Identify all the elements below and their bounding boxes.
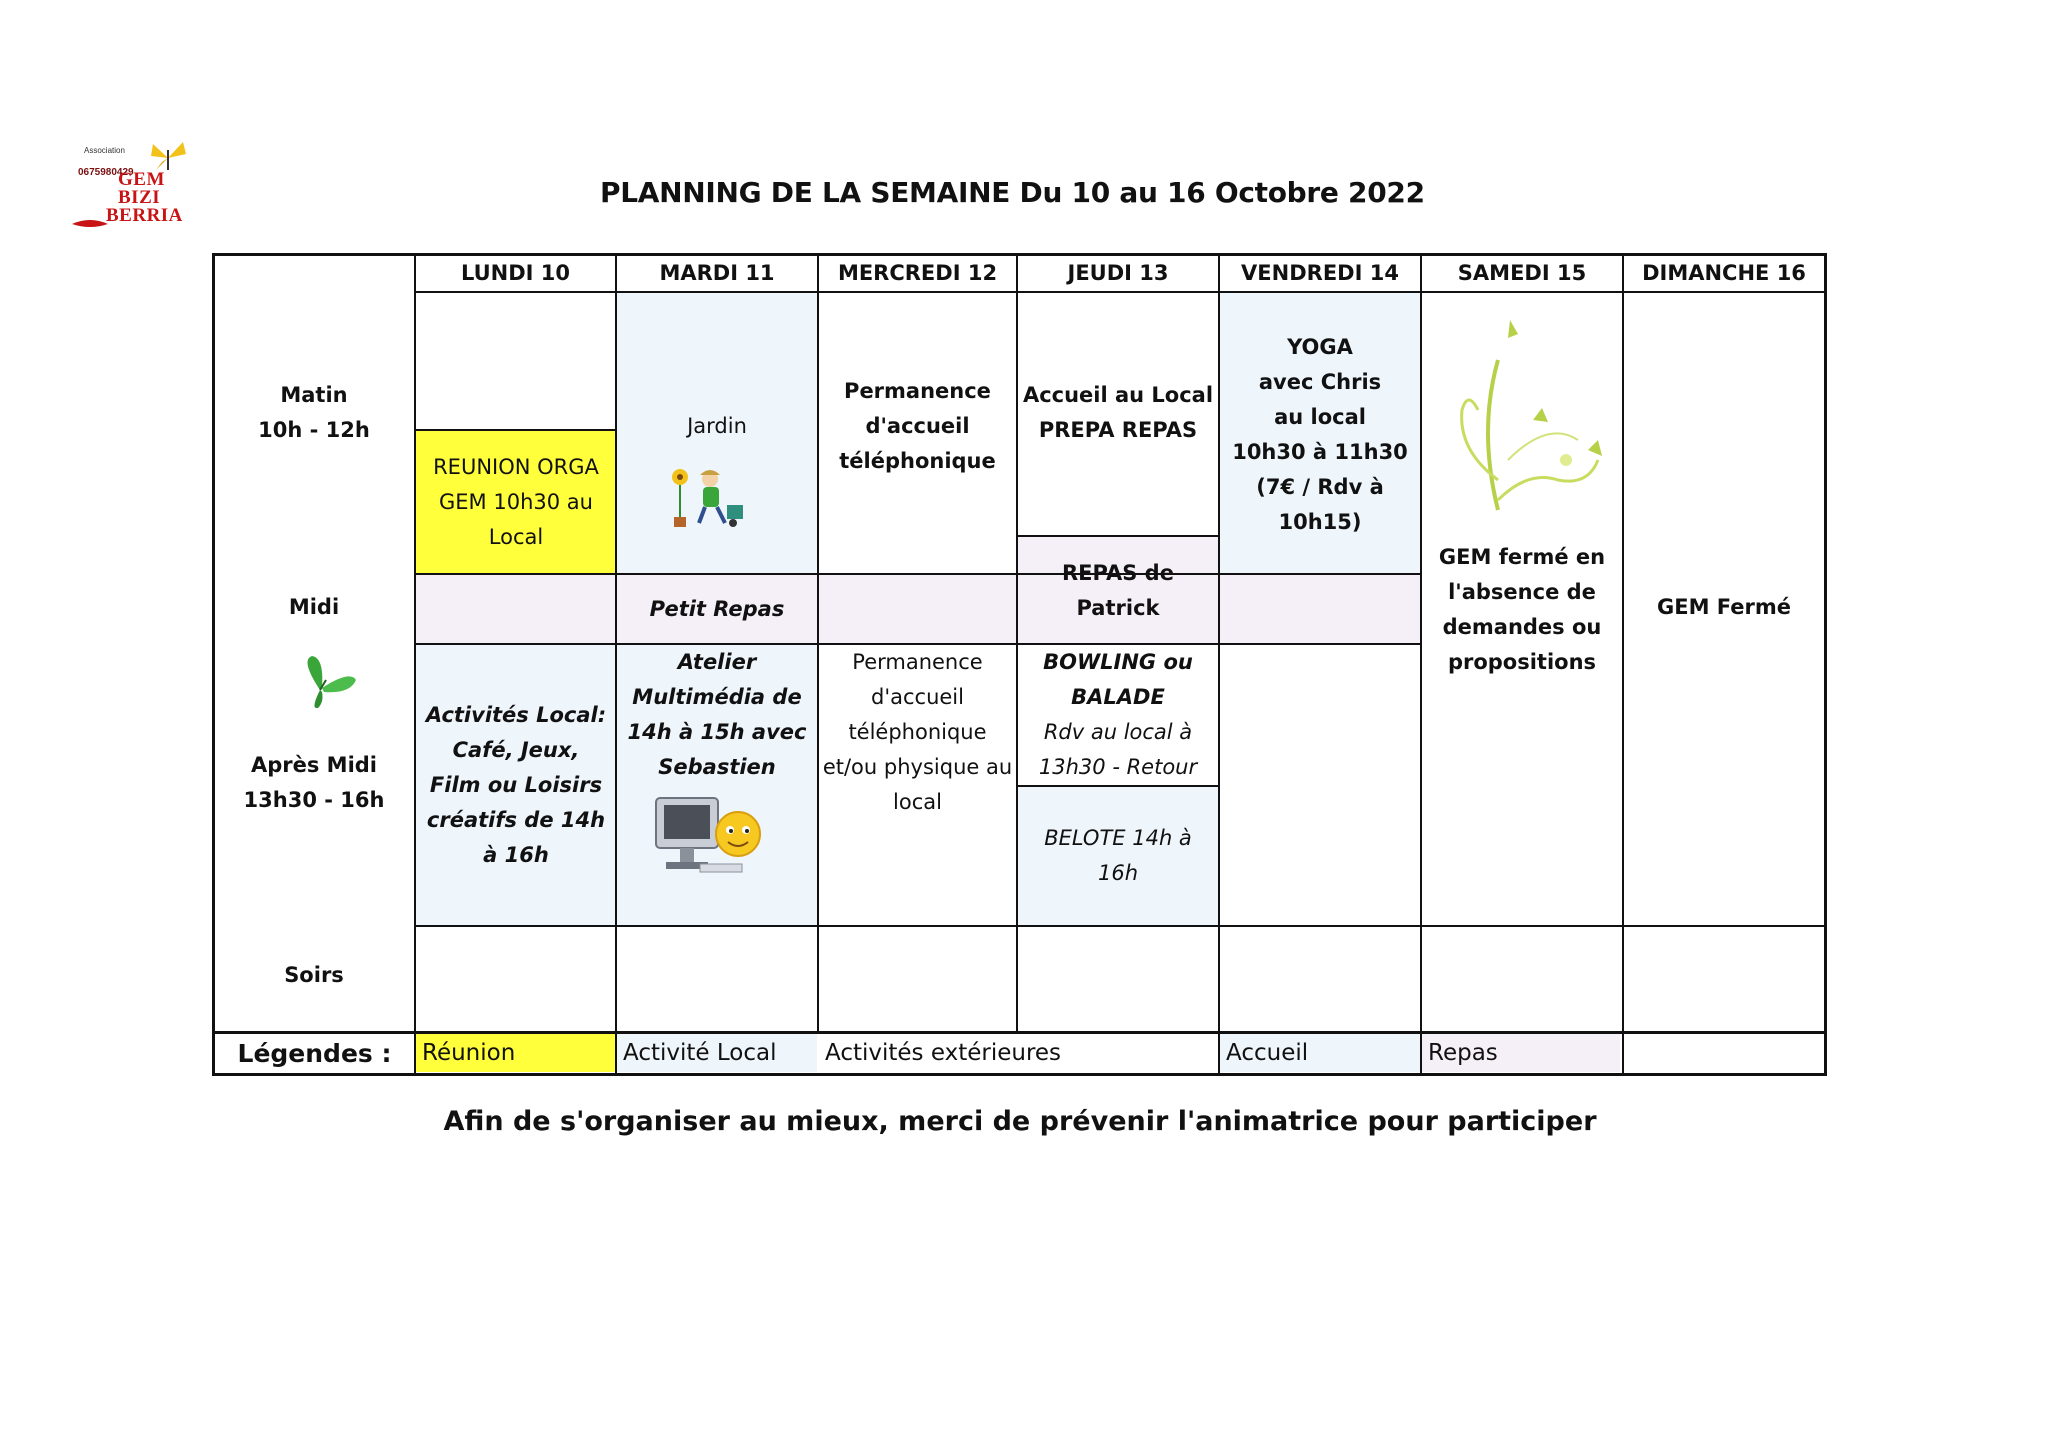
row-label-apres-text: Après Midi bbox=[250, 753, 378, 777]
floral-decoration-icon bbox=[1438, 310, 1608, 520]
jeudi-matin-cell: Accueil au Local PREPA REPAS bbox=[1022, 383, 1214, 442]
mardi-midi-cell: Petit Repas bbox=[649, 596, 785, 621]
vendredi-yoga-text: YOGA bbox=[1287, 335, 1353, 359]
mercredi-aprem-cell: Permanence d'accueil téléphonique et/ou physique au local bbox=[822, 650, 1013, 814]
jeudi-rdv-text: Rdv au local à 13h30 - Retour bbox=[1038, 720, 1198, 779]
day-header-lundi: LUNDI 10 bbox=[460, 261, 571, 285]
row-label-matin-hours: 10h - 12h bbox=[258, 418, 370, 442]
lundi-midi-bg bbox=[416, 575, 616, 643]
legend-activite-local: Activité Local bbox=[623, 1039, 777, 1066]
grid-line bbox=[415, 573, 1422, 575]
row-label-matin bbox=[215, 378, 413, 448]
day-header-samedi: SAMEDI 15 bbox=[1457, 261, 1587, 285]
computer-smiley-icon bbox=[650, 790, 765, 880]
jeudi-aprem-cell bbox=[1018, 645, 1218, 785]
day-header-mercredi: MERCREDI 12 bbox=[837, 261, 998, 285]
jeudi-belote-cell: BELOTE 14h à 16h bbox=[1044, 826, 1192, 885]
mercredi-midi-bg bbox=[819, 575, 1016, 643]
vendredi-midi-bg bbox=[1220, 575, 1420, 643]
vendredi-chris-text: avec Chris au local bbox=[1258, 370, 1382, 429]
grid-line bbox=[212, 1073, 1827, 1076]
grid-line bbox=[615, 253, 617, 1075]
day-header-mardi: MARDI 11 bbox=[659, 261, 775, 285]
row-label-matin-text: Matin bbox=[280, 383, 348, 407]
row-label-midi: Midi bbox=[288, 595, 340, 619]
logo-name-bizi: BIZI bbox=[118, 187, 161, 208]
footer-note: Afin de s'organiser au mieux, merci de prévenir l'animatrice pour participer bbox=[443, 1106, 1597, 1137]
lundi-aprem-cell: Activités Local: Café, Jeux, Film ou Loisirs créatifs de 14h à 16h bbox=[425, 702, 607, 867]
grid-line bbox=[414, 253, 416, 1075]
lundi-matin-cell: REUNION ORGA GEM 10h30 au Local bbox=[433, 454, 599, 549]
logo-assoc-text: Association bbox=[84, 146, 125, 155]
jeudi-bowling-text: BOWLING ou BALADE bbox=[1043, 650, 1193, 709]
row-label-soirs: Soirs bbox=[284, 963, 344, 987]
grid-line bbox=[415, 925, 1825, 927]
logo-leaf-icon bbox=[70, 216, 110, 230]
row-label-apres-hours: 13h30 - 16h bbox=[243, 788, 385, 812]
grid-line bbox=[212, 253, 215, 1075]
jeudi-midi-cell: REPAS de Patrick bbox=[1062, 561, 1174, 620]
grid-line bbox=[1824, 253, 1827, 1075]
legend-activites-exterieures: Activités extérieures bbox=[825, 1039, 1062, 1066]
mardi-aprem-cell: Atelier Multimédia de 14h à 15h avec Sebastien bbox=[627, 650, 807, 779]
grid-line bbox=[415, 291, 1825, 293]
row-label-apres-midi bbox=[215, 748, 413, 818]
gardener-icon bbox=[665, 465, 760, 535]
vendredi-horaire-text: 10h30 à 11h30 (7€ / Rdv à 10h15) bbox=[1232, 440, 1408, 534]
samedi-cell: GEM fermé en l'absence de demandes ou propositions bbox=[1438, 545, 1606, 674]
butterfly-icon bbox=[290, 650, 360, 712]
legend-repas: Repas bbox=[1428, 1039, 1498, 1066]
logo-name-gem: GEM bbox=[118, 169, 165, 190]
legend-accueil: Accueil bbox=[1226, 1039, 1309, 1066]
page-title: PLANNING DE LA SEMAINE Du 10 au 16 Octobre 2022 bbox=[600, 176, 1425, 209]
mercredi-matin-cell: Permanence d'accueil téléphonique bbox=[839, 379, 996, 473]
legend-label: Légendes : bbox=[237, 1038, 392, 1068]
logo-phone: 0675980429 bbox=[78, 167, 134, 178]
logo-name-berria: BERRIA bbox=[106, 205, 183, 226]
vendredi-matin-cell bbox=[1220, 330, 1420, 540]
grid-line bbox=[1622, 253, 1624, 1075]
day-header-jeudi: JEUDI 13 bbox=[1067, 261, 1169, 285]
gem-logo bbox=[70, 140, 210, 235]
dimanche-cell: GEM Fermé bbox=[1656, 595, 1791, 619]
grid-line bbox=[1017, 535, 1219, 537]
legend-reunion: Réunion bbox=[422, 1039, 516, 1066]
day-header-vendredi: VENDREDI 14 bbox=[1241, 261, 1399, 285]
day-header-dimanche: DIMANCHE 16 bbox=[1642, 261, 1806, 285]
mardi-matin-cell: Jardin bbox=[687, 414, 747, 438]
